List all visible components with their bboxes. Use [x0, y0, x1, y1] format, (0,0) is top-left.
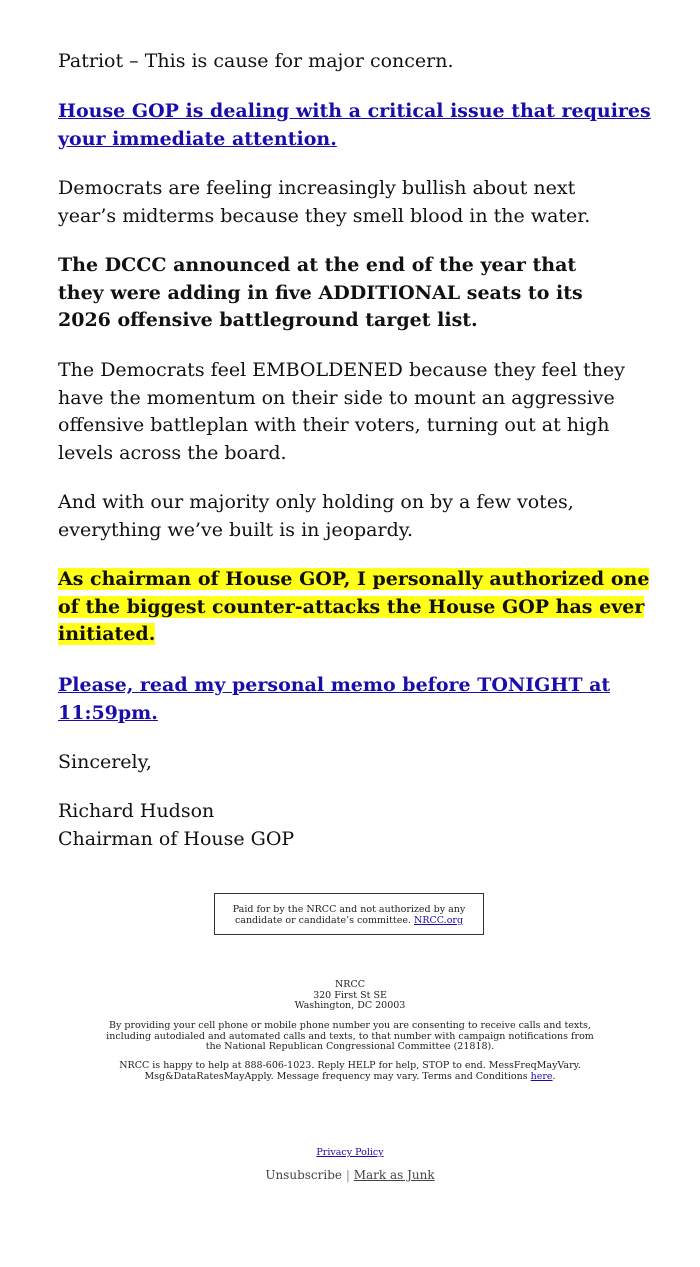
signature-name: Richard Hudson — [58, 800, 215, 822]
footer-address — [100, 980, 600, 1012]
memo-link[interactable]: Please, read my personal memo before TONIGHT at 11:59pm. — [58, 674, 611, 724]
footer-help — [100, 1061, 600, 1082]
democrats-paragraph: Democrats are feeling increasingly bullish about next year’s midterms because they smell blood in the water. — [58, 177, 591, 227]
dccc-paragraph: The DCCC announced at the end of the year that they were adding in five ADDITIONAL seats to its 2026 offensive battleground target list. — [58, 254, 583, 331]
headline-link[interactable]: House GOP is dealing with a critical issue that requires your immediate attention. — [58, 100, 651, 150]
privacy-policy-link[interactable]: Privacy Policy — [316, 1147, 384, 1158]
terms-end: . — [552, 1070, 556, 1082]
help-text: NRCC is happy to help at 888-606-1023. Reply HELP for help, STOP to end. MessFreqMayVary. Msg&DataRatesMayApply. Message frequency may vary. Terms and Conditions — [119, 1060, 581, 1082]
footer-city: Washington, DC 20003 — [294, 1000, 406, 1011]
disclaimer-text: Paid for by the NRCC and not authorized by any candidate or candidate’s committee. — [232, 904, 466, 926]
memo-paragraph — [58, 672, 658, 727]
unsubscribe-link[interactable]: Unsubscribe — [265, 1168, 342, 1182]
salutation: Patriot – This is cause for major concern. — [58, 50, 454, 72]
closing: Sincerely, — [58, 751, 152, 773]
footer-org: NRCC — [334, 979, 365, 990]
signature — [58, 798, 658, 853]
paid-for-disclaimer — [214, 893, 484, 935]
footer-street: 320 First St SE — [313, 989, 387, 1001]
terms-link[interactable]: here — [530, 1070, 553, 1082]
chairman-paragraph — [58, 566, 658, 649]
signature-title: Chairman of House GOP — [58, 827, 295, 850]
unsubscribe-row — [0, 1168, 700, 1182]
emboldened-paragraph: The Democrats feel EMBOLDENED because they feel they have the momentum on their side to mount an aggressive offensive battleplan with their voters, turning out at high levels across the board. — [58, 359, 625, 464]
mark-as-junk-link[interactable]: Mark as Junk — [353, 1168, 435, 1182]
headline-paragraph — [58, 98, 658, 153]
majority-paragraph: And with our majority only holding on by a few votes, everything we’ve built is in jeopardy. — [58, 491, 574, 541]
separator: | — [345, 1168, 350, 1182]
highlighted-text: As chairman of House GOP, I personally authorized one of the biggest counter-attacks the House GOP has ever initiated. — [58, 568, 650, 645]
nrcc-link[interactable]: NRCC.org — [414, 915, 464, 926]
footer-consent: By providing your cell phone or mobile phone number you are consenting to receive calls and texts, including autodialed and automated calls and texts, to that number with campaign notifications from the National Republican Congressional Committee (21818). — [106, 1020, 594, 1052]
privacy-row — [0, 1147, 700, 1158]
